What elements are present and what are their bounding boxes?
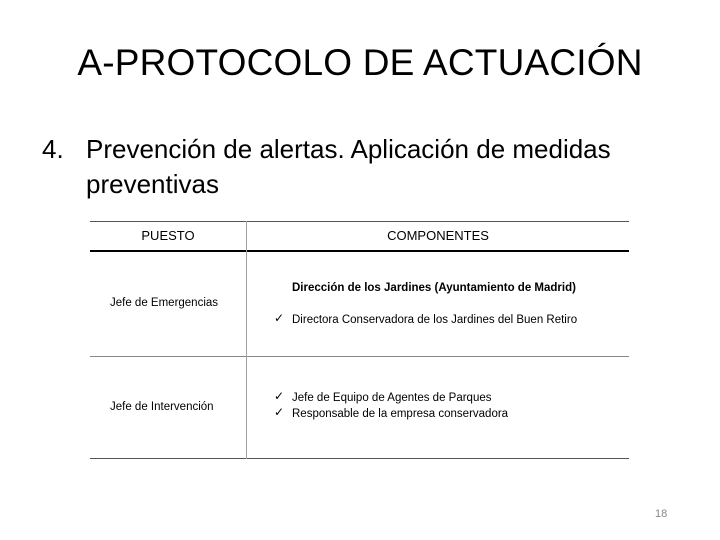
section-title: Prevención de alertas. Aplicación de medidas preventivas [86,134,611,199]
table-row-divider [90,356,629,357]
checkmark-icon: ✓ [274,389,285,403]
table-header-rule [90,250,629,252]
row-item: Directora Conservadora de los Jardines del Buen Retiro [292,314,578,326]
slide-title: A-PROTOCOLO DE ACTUACIÓN [77,42,643,83]
table-bottom-rule [90,458,629,459]
table-top-rule [90,221,629,222]
page-number: 18 [655,508,668,520]
row-puesto: Jefe de Intervención [110,401,214,413]
header-puesto: PUESTO [141,228,195,243]
row-item: Responsable de la empresa conservadora [292,408,509,420]
row-item: Jefe de Equipo de Agentes de Parques [292,392,492,404]
components-table [90,221,629,459]
table-column-divider [246,221,247,459]
checkmark-icon: ✓ [274,405,285,419]
header-componentes: COMPONENTES [387,228,489,243]
section-number: 4. [42,134,64,164]
checkmark-icon: ✓ [274,311,285,325]
row-group-title: Dirección de los Jardines (Ayuntamiento de Madrid) [292,282,576,294]
row-puesto: Jefe de Emergencias [110,297,219,309]
